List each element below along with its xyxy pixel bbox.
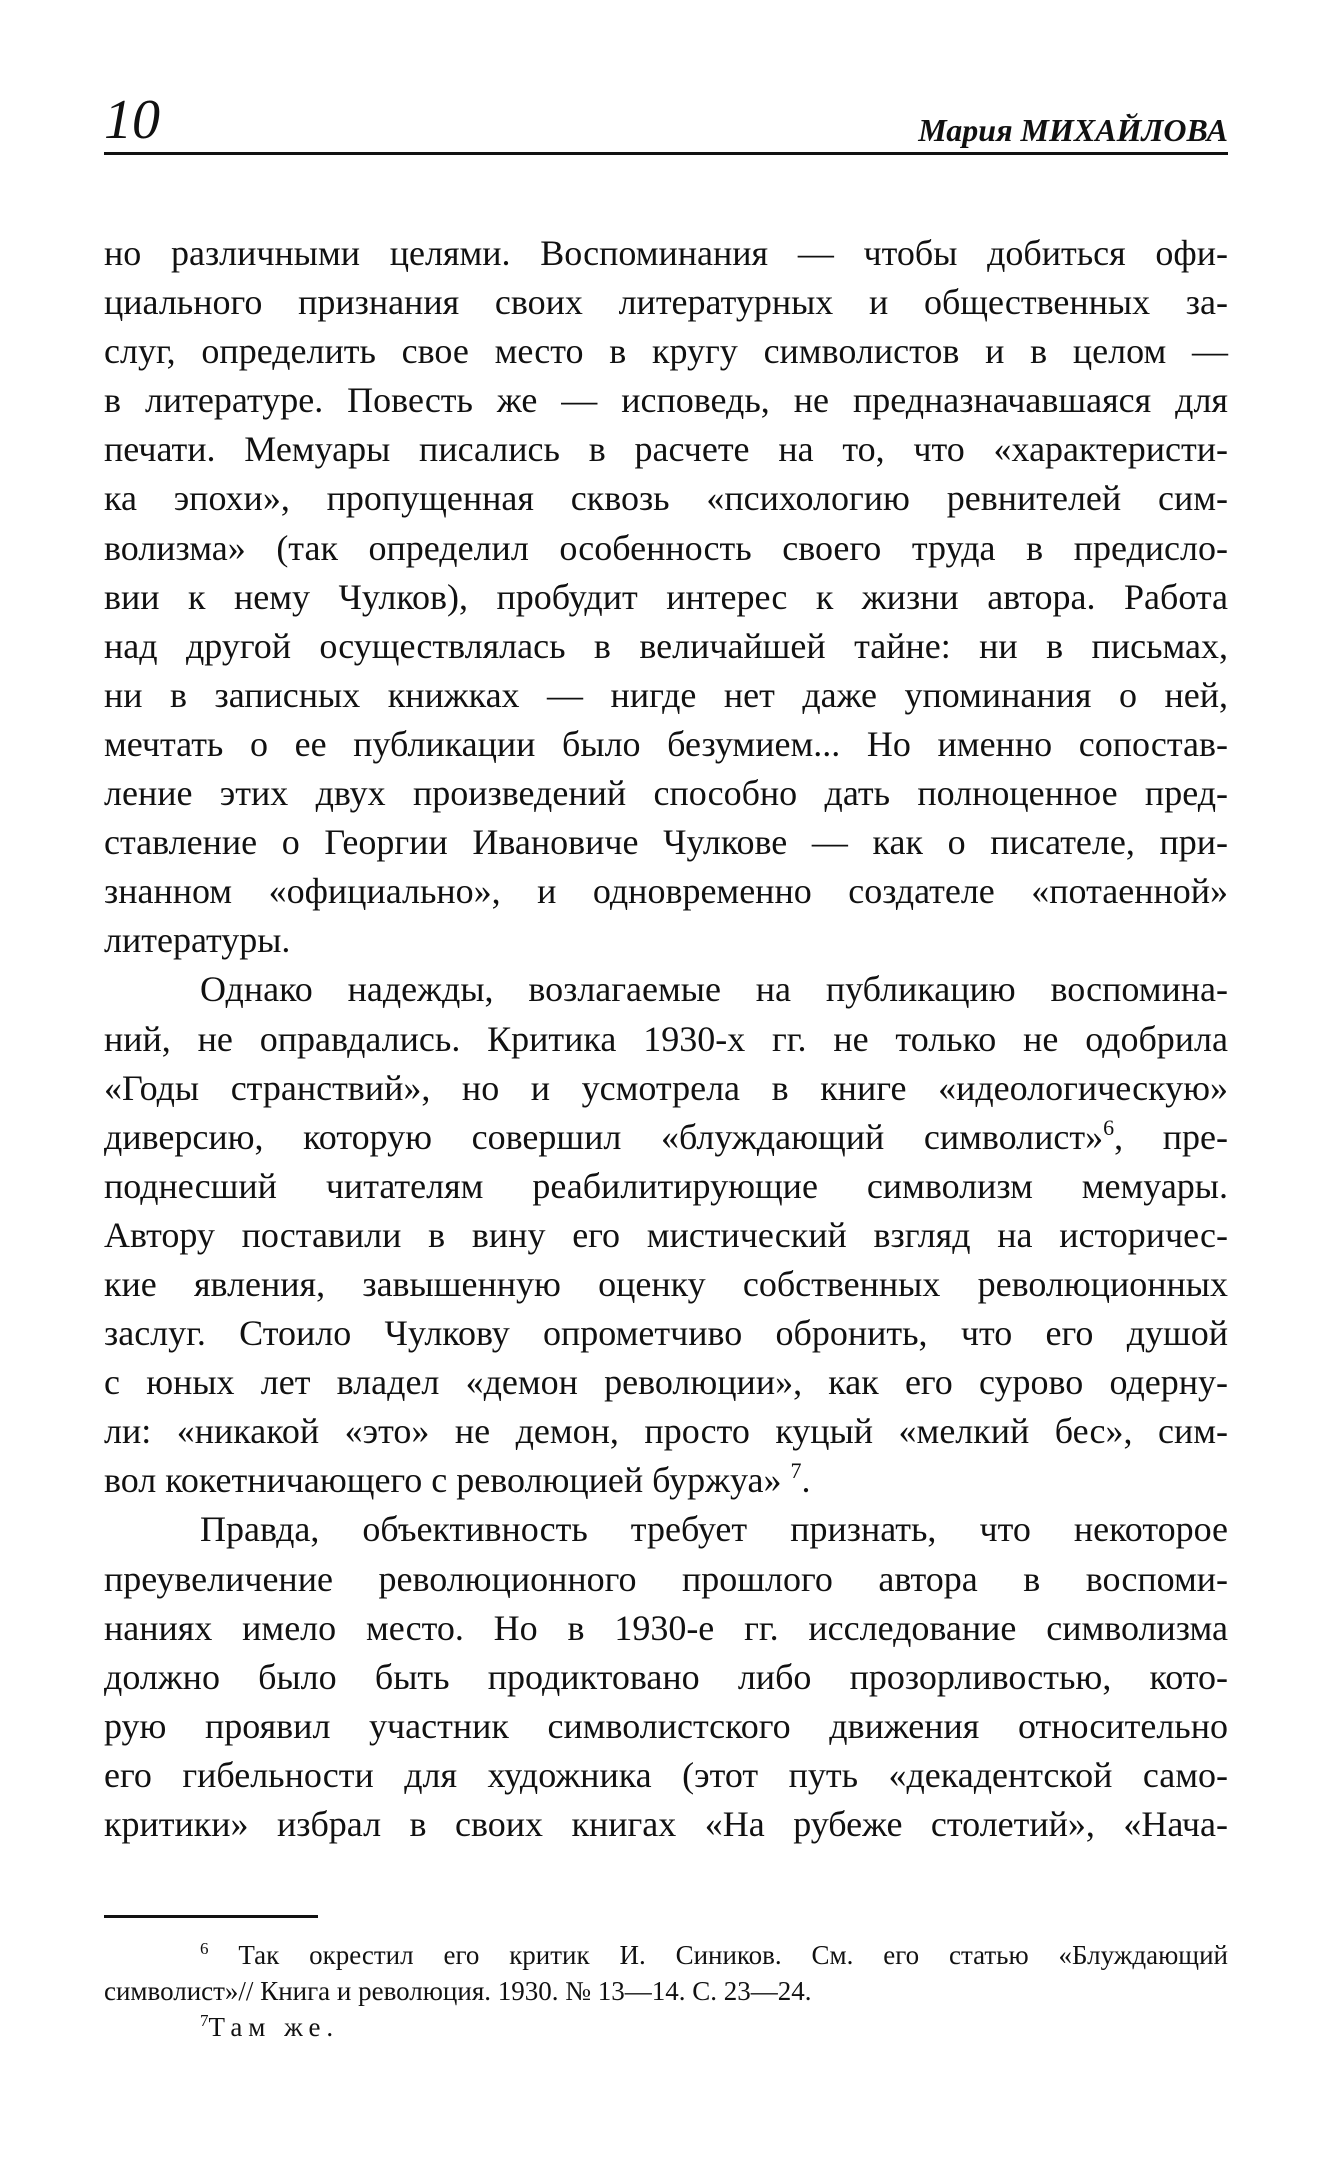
text-line: преувеличение революционного прошлого автора в воспоми- (104, 1558, 1228, 1599)
text-line: литературы. (104, 920, 291, 961)
footnote-7 (104, 2009, 1228, 2045)
text-line: вии к нему Чулков), пробудит интерес к жизни автора. Работа (104, 576, 1228, 617)
text-line: над другой осуществлялась в величайшей тайне: ни в письмах, (104, 625, 1228, 666)
text-line: его гибельности для художника (этот путь «декадентской само- (104, 1754, 1228, 1795)
text-line: Автору поставили в вину его мистический взгляд на историчес- (104, 1214, 1228, 1255)
text-line: в литературе. Повесть же — исповедь, не предназначавшаяся для (104, 380, 1228, 421)
text-line: мечтать о ее публикации было безумием... Но именно сопостав- (104, 723, 1228, 764)
text-line: ний, не оправдались. Критика 1930-х гг. не только не одобрила (104, 1018, 1228, 1059)
text-line: должно было быть продиктовано либо прозорливостью, кото- (104, 1656, 1228, 1697)
text-line (104, 1113, 1228, 1162)
text-line: ление этих двух произведений способно дать полноценное пред- (104, 773, 1228, 814)
footnotes (104, 1937, 1228, 2045)
footnote-6 (104, 1937, 1228, 1973)
footnote-6-continued: символист»// Книга и революция. 1930. № 13—14. С. 23—24. (104, 1976, 812, 2006)
text-line: знанном «официально», и одновременно создателе «потаенной» (104, 871, 1228, 912)
footnote-text: Там же. (208, 2012, 340, 2042)
text-line: но различными целями. Воспоминания — чтобы добиться офи- (104, 233, 1228, 273)
footnote-ref-6[interactable]: 6 (1103, 1114, 1115, 1140)
text-line: с юных лет владел «демон революции», как его сурово одерну- (104, 1362, 1228, 1403)
text-line: ни в записных книжках — нигде нет даже упоминания о ней, (104, 674, 1228, 715)
footnote-ref-7[interactable]: 7 (790, 1458, 802, 1484)
page-header (104, 89, 1228, 160)
footnote-mark-6: 6 (200, 1939, 209, 1958)
header-rule (104, 152, 1228, 155)
text-line: печати. Мемуары писались в расчете на то, что «характеристи- (104, 429, 1228, 470)
text-line: поднесший читателям реабилитирующие символизм мемуары. (104, 1165, 1228, 1206)
text-line: ставление о Георгии Ивановиче Чулкове — как о писателе, при- (104, 822, 1228, 863)
text-line: критики» избрал в своих книгах «На рубеже столетий», «Нача- (104, 1804, 1228, 1844)
text-line: ка эпохи», пропущенная сквозь «психологию ревнителей сим- (104, 478, 1228, 519)
text-line: заслуг. Стоило Чулкову опрометчиво обронить, что его душой (104, 1313, 1228, 1354)
footnote-rule (104, 1915, 318, 1918)
text-line: волизма» (так определил особенность своего труда в предисло- (104, 527, 1228, 568)
text-line: «Годы странствий», но и усмотрела в книге «идеологическую» (104, 1067, 1228, 1108)
footnote-mark-7: 7 (200, 2011, 209, 2030)
text-segment: вол кокетничающего с революцией буржуа» (104, 1460, 791, 1501)
text-line: кие явления, завышенную оценку собственных революционных (104, 1263, 1228, 1304)
text-line: рую проявил участник символистского движения относительно (104, 1705, 1228, 1746)
body-text (104, 229, 1228, 1849)
running-head: Мария МИХАЙЛОВА (918, 112, 1228, 148)
text-line: Однако надежды, возлагаемые на публикацию воспомина- (200, 969, 1228, 1010)
footnote-text: Так окрестил его критик И. Сиников. См. его статью «Блуждающий (208, 1940, 1228, 1970)
text-line: наниях имело место. Но в 1930-е гг. исследование символизма (104, 1607, 1228, 1648)
text-segment: . (801, 1460, 811, 1501)
page-number: 10 (104, 89, 160, 151)
text-line: слуг, определить свое место в кругу символистов и в целом — (104, 331, 1228, 372)
text-segment: , пре- (1114, 1116, 1229, 1157)
text-line: Правда, объективность требует признать, что некоторое (200, 1509, 1228, 1550)
text-segment: диверсию, которую совершил «блуждающий символист» (104, 1116, 1104, 1157)
text-line: циального признания своих литературных и общественных за- (104, 282, 1228, 323)
text-line: ли: «никакой «это» не демон, просто куцый «мелкий бес», сим- (104, 1411, 1228, 1452)
text-line (104, 1456, 1228, 1505)
